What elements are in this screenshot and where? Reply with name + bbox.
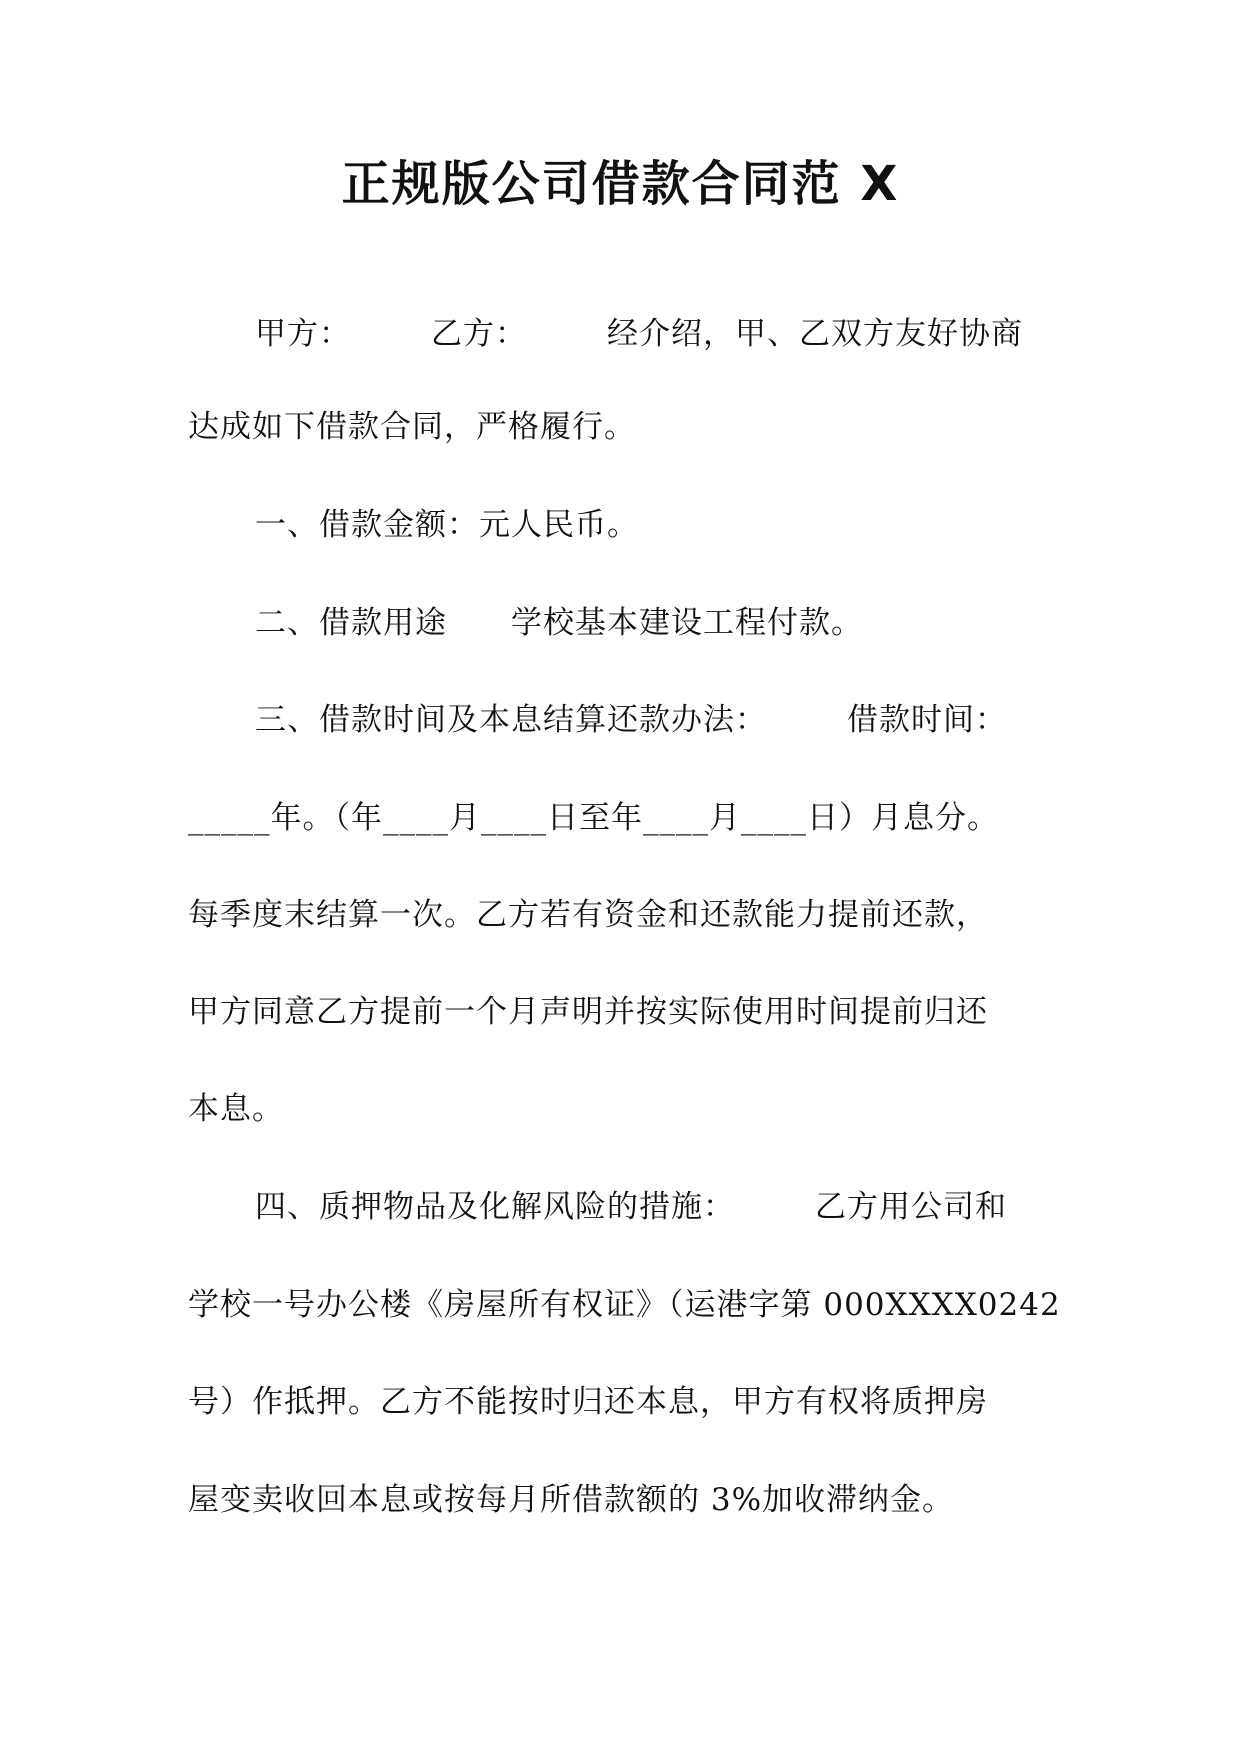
clause-3-line-1 bbox=[255, 698, 1007, 742]
intro-text-1: 经介绍，甲、乙双方友好协商 bbox=[607, 316, 1023, 352]
clause-3-label: 三、借款时间及本息结算还款办法： bbox=[255, 702, 767, 738]
clause-3-line-2: _____年。（年____月____日至年____月____日）月息分。 bbox=[188, 800, 999, 836]
clause-4-label: 四、质押物品及化解风险的措施： bbox=[255, 1189, 735, 1225]
party-a-label: 甲方： bbox=[255, 316, 351, 352]
clause-4-line-3: 号）作抵押。乙方不能按时归还本息，甲方有权将质押房 bbox=[188, 1384, 988, 1420]
document-title: 正规版公司借款合同范 X bbox=[341, 156, 900, 212]
party-b-label: 乙方： bbox=[431, 316, 527, 352]
clause-2-label: 二、借款用途 bbox=[255, 605, 447, 641]
clause-3-time-label: 借款时间： bbox=[847, 702, 1007, 738]
clause-4-line-4: 屋变卖收回本息或按每月所借款额的 3%加收滞纳金。 bbox=[188, 1482, 955, 1518]
clause-2-text: 学校基本建设工程付款。 bbox=[511, 605, 863, 641]
clause-4-line-1 bbox=[255, 1185, 1007, 1229]
intro-line-1 bbox=[255, 312, 1023, 356]
clause-1: 一、借款金额：元人民币。 bbox=[255, 507, 639, 543]
clause-3-line-4: 甲方同意乙方提前一个月声明并按实际使用时间提前归还 bbox=[188, 994, 988, 1030]
clause-3-line-5: 本息。 bbox=[188, 1091, 284, 1127]
clause-4-line-2: 学校一号办公楼《房屋所有权证》（运港字第 000XXXX0242 bbox=[188, 1287, 1061, 1323]
intro-text-2: 达成如下借款合同，严格履行。 bbox=[188, 409, 636, 445]
clause-2 bbox=[255, 601, 863, 645]
clause-4-text-start: 乙方用公司和 bbox=[815, 1189, 1007, 1225]
clause-3-line-3: 每季度末结算一次。乙方若有资金和还款能力提前还款， bbox=[188, 897, 988, 933]
